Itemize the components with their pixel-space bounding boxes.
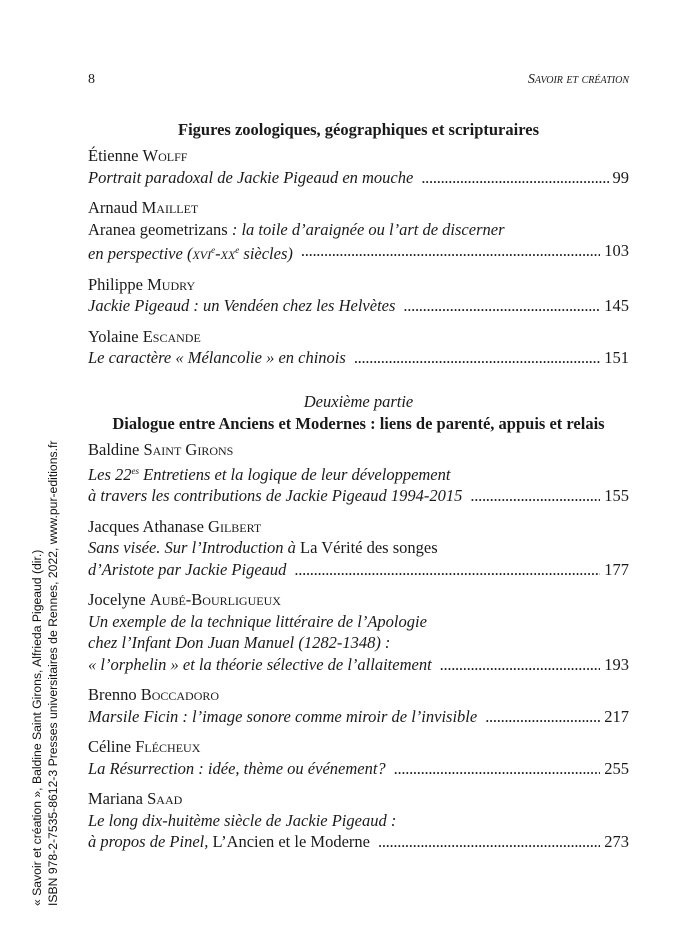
- toc-entry: [88, 274, 629, 317]
- entry-author: [88, 439, 629, 461]
- title-segment: Sans visée. Sur l’Introduction à: [88, 538, 301, 557]
- entry-author: [88, 684, 629, 706]
- entry-title-line: [88, 537, 629, 559]
- author-last-name: Saad: [147, 789, 183, 808]
- author-last-name: Wolff: [142, 146, 188, 165]
- entry-page-number[interactable]: 255: [604, 758, 629, 778]
- running-title: Savoir et création: [527, 72, 629, 87]
- title-text: [88, 537, 438, 559]
- title-segment: e: [211, 245, 216, 255]
- dot-leader: [354, 347, 600, 369]
- title-segment: Le long dix-huitème siècle de Jackie Pigeaud :: [88, 810, 397, 830]
- entry-page-number[interactable]: 155: [604, 486, 629, 505]
- title-text: [88, 611, 427, 633]
- title-segment: Un exemple de la technique littéraire de l’Apologie: [88, 611, 427, 631]
- author-last-name: Flécheux: [135, 737, 201, 756]
- dot-leader: [301, 240, 600, 265]
- entry-page-number[interactable]: 145: [604, 296, 629, 315]
- author-last-name: Boccadoro: [140, 685, 220, 704]
- author-last-name: Aubé-Bourligueux: [149, 590, 281, 609]
- title-segment: L’Ancien et le Moderne: [212, 832, 370, 851]
- title-segment: : la toile d’araignée ou l’art de discerner: [227, 219, 505, 239]
- part1-heading: Figures zoologiques, géographiques et scripturaires: [177, 120, 539, 139]
- entry-page-number[interactable]: 151: [604, 348, 629, 367]
- title-segment: d’Aristote par Jackie Pigeaud: [88, 559, 287, 579]
- entry-title-line: [88, 611, 629, 633]
- title-text: [88, 295, 395, 317]
- entry-author: [88, 736, 629, 758]
- title-segment: à travers les contributions de Jackie Pigeaud 1994-2015: [88, 486, 463, 505]
- entry-title-line: [88, 219, 629, 241]
- title-segment: en perspective (: [88, 244, 193, 263]
- entry-author: [88, 197, 629, 219]
- title-segment: xx: [220, 244, 236, 263]
- title-segment: Le caractère « Mélancolie » en chinois: [88, 348, 346, 367]
- title-text: [88, 461, 450, 486]
- title-segment: Les 22: [88, 464, 132, 484]
- author-first-name: Brenno: [88, 685, 141, 704]
- title-text: [88, 831, 370, 853]
- author-last-name: Mudry: [147, 274, 196, 294]
- title-segment: es: [131, 465, 140, 476]
- part2-heading: Dialogue entre Anciens et Modernes : liens de parenté, appuis et relais: [112, 414, 605, 433]
- entry-title-line: [88, 810, 629, 832]
- dot-leader: [440, 654, 601, 676]
- title-segment: chez l’Infant Don Juan Manuel (1282-1348) :: [88, 633, 391, 652]
- title-segment: Marsile Ficin : l’image sonore comme miroir de l’invisible: [88, 706, 478, 726]
- toc-entry: [88, 736, 629, 779]
- title-text: [88, 347, 346, 369]
- title-text: [88, 758, 386, 780]
- part1-entries: [88, 145, 629, 369]
- author-first-name: Étienne: [88, 146, 143, 165]
- entry-title-line: [88, 347, 629, 369]
- entry-title-line: [88, 167, 629, 189]
- dot-leader: [421, 167, 608, 189]
- toc-entry: [88, 684, 629, 727]
- author-first-name: Philippe: [88, 274, 148, 294]
- author-first-name: Arnaud: [88, 198, 142, 217]
- sidebar-citation: « Savoir et création », Baldine Saint Girons, Alfrieda Pigeaud (dir.): [30, 549, 44, 906]
- entry-page-number[interactable]: 273: [604, 832, 629, 851]
- entry-title-line: [88, 831, 629, 853]
- entry-page-number[interactable]: 177: [604, 559, 629, 579]
- title-segment: à propos de Pinel,: [88, 832, 213, 851]
- title-segment: Jackie Pigeaud : un Vendéen chez les Helvètes: [88, 296, 396, 315]
- title-segment: Entretiens et la logique de leur développement: [139, 464, 451, 484]
- dot-leader: [394, 758, 601, 780]
- entry-author: [88, 326, 629, 348]
- page-number: 8: [88, 72, 95, 87]
- toc-entry: [88, 145, 629, 188]
- toc-entry: [88, 788, 629, 853]
- title-segment: e: [235, 245, 240, 255]
- title-segment: « l’orphelin » et la théorie sélective de l’allaitement: [88, 654, 432, 674]
- title-text: [88, 167, 413, 189]
- entry-title-line: [88, 632, 629, 654]
- title-segment: La Résurrection : idée, thème ou événement?: [88, 758, 386, 778]
- author-last-name: Escande: [142, 326, 201, 346]
- author-last-name: Saint Girons: [143, 440, 234, 459]
- entry-title-line: [88, 706, 629, 728]
- entry-author: [88, 589, 629, 611]
- title-text: [88, 240, 293, 265]
- entry-author: [88, 274, 629, 296]
- part2-section: [88, 391, 629, 853]
- entry-author: [88, 516, 629, 538]
- dot-leader: [378, 831, 600, 853]
- dot-leader: [403, 295, 600, 317]
- title-segment: xvi: [192, 244, 212, 263]
- entry-title-line: [88, 758, 629, 780]
- entry-title-line: [88, 461, 629, 486]
- author-first-name: Céline: [88, 737, 136, 756]
- part2-label: Deuxième partie: [303, 392, 414, 411]
- dot-leader: [485, 706, 600, 728]
- part2-entries: [88, 439, 629, 853]
- author-first-name: Jocelyne: [88, 590, 150, 609]
- author-first-name: Jacques Athanase: [88, 516, 209, 536]
- author-first-name: Yolaine: [88, 326, 143, 346]
- title-text: [88, 485, 462, 507]
- toc-entry: [88, 516, 629, 581]
- title-segment: Portrait paradoxal de Jackie Pigeaud en mouche: [88, 167, 414, 187]
- entry-title-line: [88, 485, 629, 507]
- title-segment: -: [215, 244, 221, 263]
- toc-entry: [88, 197, 629, 265]
- sidebar-isbn: ISBN 978-2-7535-8612-3 Presses universitaires de Rennes, 2022, www.pur-editions.fr: [46, 440, 60, 906]
- entry-title-line: [88, 240, 629, 265]
- title-text: [88, 654, 432, 676]
- entry-title-line: [88, 654, 629, 676]
- dot-leader: [294, 559, 600, 581]
- entry-title-line: [88, 295, 629, 317]
- entry-page-number[interactable]: 193: [604, 654, 629, 674]
- title-text: [88, 219, 505, 241]
- toc-entry: [88, 589, 629, 675]
- entry-author: [88, 788, 629, 810]
- entry-page-number[interactable]: 103: [604, 241, 629, 260]
- copyright-sidebar: [29, 426, 61, 906]
- entry-author: [88, 145, 629, 167]
- entry-page-number[interactable]: 99: [612, 167, 629, 187]
- entry-page-number[interactable]: 217: [604, 706, 629, 726]
- part1-section: [88, 119, 629, 369]
- author-first-name: Baldine: [88, 440, 144, 459]
- dot-leader: [470, 485, 600, 507]
- title-segment: siècles): [239, 244, 293, 263]
- title-text: [88, 706, 477, 728]
- title-segment: La Vérité des songes: [300, 538, 438, 557]
- toc-entry: [88, 326, 629, 369]
- title-segment: Aranea geometrizans: [88, 219, 228, 239]
- title-text: [88, 632, 390, 654]
- author-last-name: Maillet: [141, 198, 199, 217]
- toc-entry: [88, 439, 629, 507]
- author-last-name: Gilbert: [208, 516, 262, 536]
- author-first-name: Mariana: [88, 789, 148, 808]
- title-text: [88, 559, 286, 581]
- entry-title-line: [88, 559, 629, 581]
- title-text: [88, 810, 396, 832]
